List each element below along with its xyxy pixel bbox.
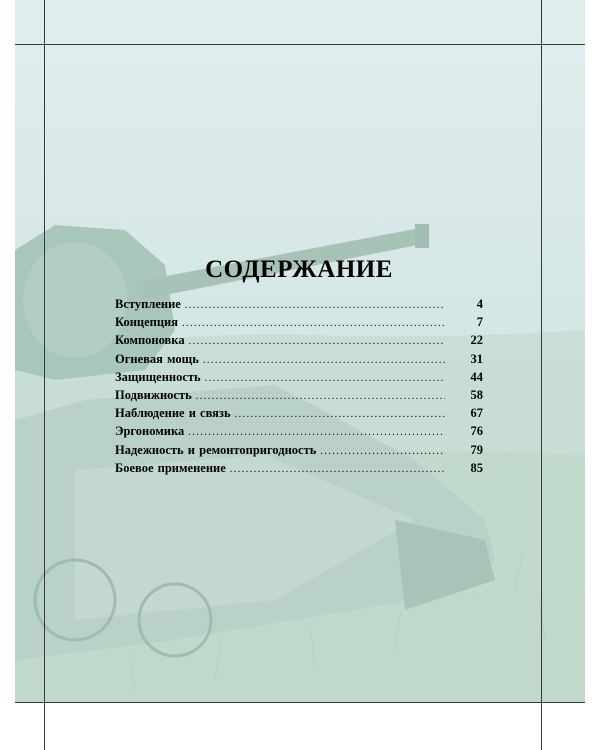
toc-entry-page: 76 [470, 424, 483, 439]
toc-entry[interactable] [115, 315, 483, 333]
toc-entry-label: Защищенность [115, 369, 201, 384]
toc-title: СОДЕРЖАНИЕ [205, 256, 393, 283]
dot-leader [182, 318, 445, 329]
toc-entry[interactable] [115, 333, 483, 351]
toc-entry-page: 4 [476, 297, 483, 311]
toc-entry-page: 58 [470, 387, 483, 402]
dot-leader [230, 464, 445, 475]
toc-entry[interactable] [115, 461, 483, 479]
toc-entry[interactable] [115, 424, 483, 442]
dot-leader [185, 300, 445, 311]
dot-leader [320, 446, 445, 457]
bottom-frame-line [15, 702, 585, 703]
toc-entry-label: Компоновка [115, 333, 185, 348]
toc-entry-label: Боевое применение [115, 460, 226, 475]
toc-entry-label: Подвижность [115, 387, 192, 402]
toc-entry-page: 85 [470, 460, 483, 475]
toc-list [115, 297, 483, 479]
left-frame-line [44, 0, 45, 750]
toc-entry[interactable] [115, 352, 483, 370]
toc-entry[interactable] [115, 297, 483, 315]
toc-entry-label: Наблюдение и связь [115, 406, 231, 421]
dot-leader [188, 427, 445, 438]
toc-entry[interactable] [115, 370, 483, 388]
dot-leader [203, 355, 445, 366]
dot-leader [189, 336, 445, 347]
toc-entry-page: 79 [470, 442, 483, 457]
toc-entry-label: Вступление [115, 297, 181, 311]
dot-leader [196, 391, 445, 402]
toc-entry-label: Эргономика [115, 424, 185, 439]
toc-entry-page: 44 [470, 369, 483, 384]
toc-entry-label: Концепция [115, 315, 179, 330]
top-frame-line [15, 44, 585, 45]
toc-entry-label: Огневая мощь [115, 351, 199, 366]
toc-entry[interactable] [115, 388, 483, 406]
toc-entry-page: 31 [470, 351, 483, 366]
right-frame-line [541, 0, 542, 750]
toc-entry-page: 7 [476, 315, 483, 330]
toc-entry-page: 22 [470, 333, 483, 348]
toc-entry[interactable] [115, 406, 483, 424]
toc-entry-label: Надежность и ремонтопригодность [115, 442, 317, 457]
table-of-contents [115, 255, 483, 479]
toc-entry-page: 67 [470, 406, 483, 421]
dot-leader [205, 373, 445, 384]
toc-entry[interactable] [115, 443, 483, 461]
dot-leader [235, 409, 445, 420]
